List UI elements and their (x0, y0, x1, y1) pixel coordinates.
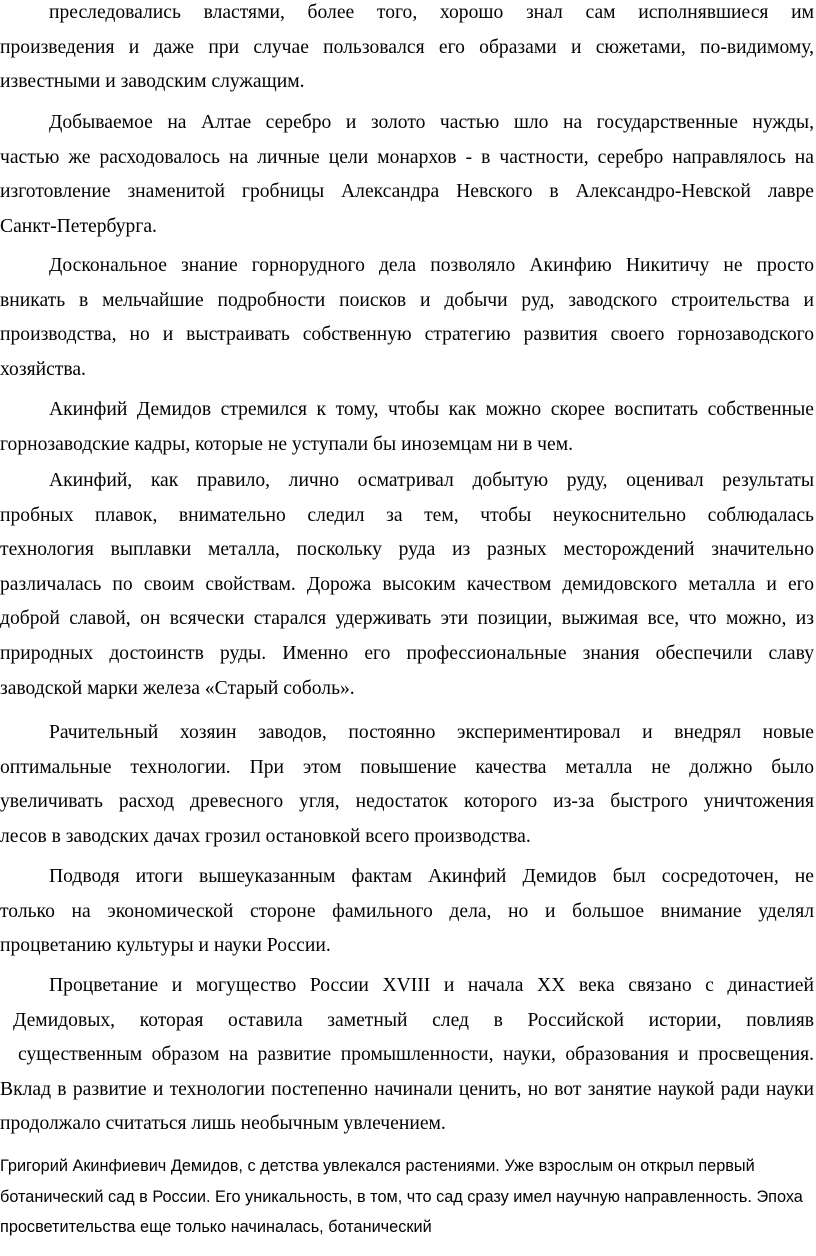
text-line: частью же расходовалось на личные цели монархов - в частности, серебро направлялось на (0, 146, 814, 168)
text-line: горнозаводские кадры, которые не уступали бы иноземцам ни в чем. (0, 433, 574, 455)
text-line: вникать в мельчайшие подробности поисков и добычи руд, заводского строительства и (0, 289, 814, 311)
text-line: увеличивать расход древесного угля, недостаток которого из-за быстрого уничтожения (0, 791, 814, 813)
text-line: заводской марки железа «Старый соболь». (0, 677, 355, 699)
text-line: известными и заводским служащим. (0, 71, 305, 93)
paragraph-6 (0, 716, 814, 854)
text-line: Добываемое на Алтае серебро и золото частью шло на государственные нужды, (49, 112, 814, 133)
paragraph-2 (0, 106, 814, 244)
text-line: Вклад в развитие и технологии постепенно начинали ценить, но вот занятие наукой ради науки (0, 1078, 814, 1100)
closing-paragraph (0, 1151, 816, 1243)
paragraph-7 (0, 860, 814, 964)
paragraph-8 (0, 969, 814, 1142)
text-line: хозяйства. (0, 358, 86, 380)
text-line: изготовление знаменитой гробницы Александра Невского в Александро-Невской лавре (0, 181, 814, 203)
paragraph-3 (0, 249, 814, 387)
text-line: процветанию культуры и науки России. (0, 935, 331, 957)
text-line: оптимальные технологии. При этом повышение качества металла не должно было (0, 756, 814, 778)
text-line: доброй славой, он всячески старался удерживать эти позиции, выжимая все, что можно, из (0, 608, 814, 630)
paragraph-4 (0, 393, 814, 462)
text-line: различалась по своим свойствам. Дорожа высоким качеством демидовского металла и его (0, 573, 814, 595)
text-line: только на экономической стороне фамильного дела, но и большое внимание уделял (0, 900, 814, 922)
text-line: произведения и даже при случае пользовался его образами и сюжетами, по-видимому, (0, 36, 814, 58)
text-line: производства, но и выстраивать собственную стратегию развития своего горнозаводского (0, 324, 814, 346)
paragraph-5 (0, 464, 814, 706)
text-line: пробных плавок, внимательно следил за тем, чтобы неукоснительно соблюдалась (0, 504, 814, 526)
text-line: Демидовых, которая оставила заметный след в Российской истории, повлияв (13, 1009, 814, 1031)
paragraph-1 (0, 0, 814, 100)
text-line: преследовались властями, более того, хорошо знал сам исполнявшиеся им (49, 2, 814, 23)
text-line: лесов в заводских дачах грозил остановкой всего производства. (0, 825, 531, 847)
text-line: Рачительный хозяин заводов, постоянно экспериментировал и внедрял новые (49, 722, 814, 743)
text-line: просветительства еще только начиналась, ботанический (0, 1218, 432, 1236)
text-line: существенным образом на развитие промышленности, науки, образования и просвещения. (18, 1044, 814, 1066)
text-line: продолжало считаться лишь необычным увлечением. (0, 1113, 446, 1135)
text-line: Процветание и могущество России XVIII и начала XX века связано с династией (49, 975, 814, 996)
text-line: природных достоинств руды. Именно его профессиональные знания обеспечили славу (0, 642, 814, 664)
text-line: ботанический сад в России. Его уникальность, в том, что сад сразу имел научную направленность. Эпоха (0, 1187, 803, 1206)
text-line: Санкт-Петербурга. (0, 215, 157, 237)
text-line: Акинфий Демидов стремился к тому, чтобы как можно скорее воспитать собственные (49, 399, 814, 420)
text-line: Доскональное знание горнорудного дела позволяло Акинфию Никитичу не просто (49, 255, 814, 276)
text-line: технология выплавки металла, поскольку руда из разных месторождений значительно (0, 539, 814, 561)
text-line: Акинфий, как правило, лично осматривал добытую руду, оценивал результаты (49, 470, 814, 491)
text-line: Подводя итоги вышеуказанным фактам Акинфий Демидов был сосредоточен, не (49, 866, 814, 887)
text-line: Григорий Акинфиевич Демидов, с детства увлекался растениями. Уже взрослым он открыл первый (0, 1157, 755, 1175)
